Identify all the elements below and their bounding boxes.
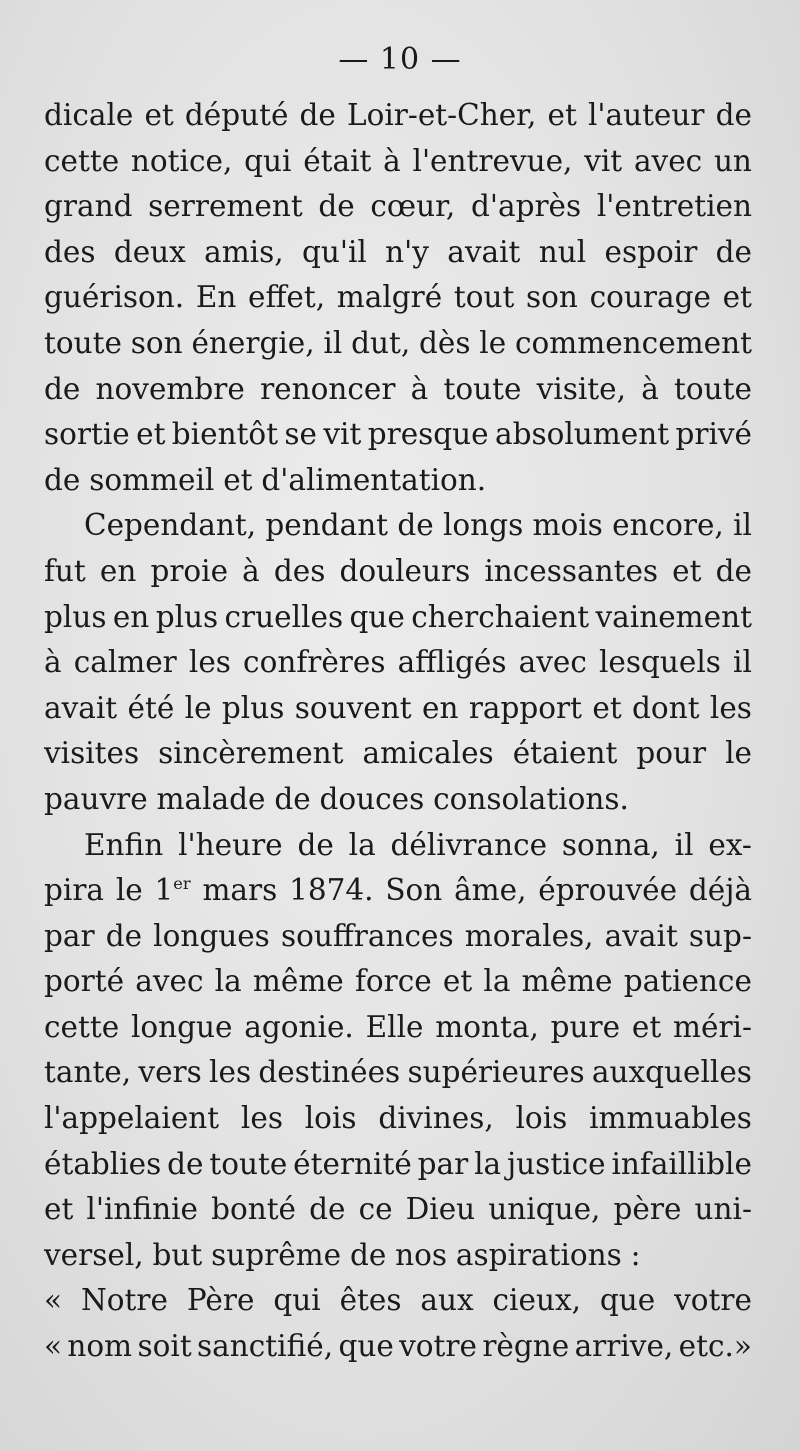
word: qu'il	[301, 234, 367, 269]
word: en	[421, 690, 459, 725]
word: en	[112, 599, 150, 634]
word: il	[733, 645, 752, 680]
word: que	[349, 599, 405, 634]
text-line	[44, 412, 752, 458]
word: même	[521, 964, 613, 999]
word: de	[105, 918, 143, 953]
word: avait	[604, 918, 678, 953]
word: étaient	[512, 736, 618, 771]
word: plus	[155, 599, 219, 634]
word: commencement	[514, 325, 752, 360]
word: se	[284, 417, 318, 452]
word: ce	[358, 1192, 393, 1227]
text-line	[44, 959, 752, 1005]
word: âme,	[454, 873, 527, 908]
word: toute	[443, 371, 522, 406]
word: et	[136, 417, 166, 452]
word: souvent	[294, 690, 412, 725]
word: immuables	[589, 1101, 752, 1136]
word: à	[44, 645, 62, 680]
word: vit	[323, 417, 362, 452]
word: visites	[44, 736, 140, 771]
word: mars	[202, 873, 278, 908]
word: de	[715, 98, 752, 132]
word: vainement	[595, 599, 752, 634]
word: ex-	[708, 827, 752, 862]
word: éprouvée	[538, 873, 678, 908]
word: son	[130, 325, 183, 360]
word: fut	[44, 553, 86, 588]
text-line	[44, 275, 752, 321]
word: lois	[304, 1101, 357, 1136]
word: la	[348, 827, 376, 862]
word: lois	[515, 1101, 568, 1136]
word: sanctifié,	[197, 1329, 334, 1364]
word: douces	[319, 781, 425, 816]
word: toute	[44, 325, 122, 360]
word: tout	[453, 280, 515, 315]
word: énergie,	[191, 325, 315, 360]
word: à	[641, 371, 659, 406]
word: le	[184, 690, 212, 725]
word: longue	[130, 1009, 233, 1044]
word: avec	[518, 645, 587, 680]
word: été	[127, 690, 175, 725]
word: etc.»	[678, 1329, 752, 1364]
word: privé	[675, 417, 752, 452]
word: notice,	[130, 143, 233, 178]
page-number: — 10 —	[338, 42, 462, 77]
word: cœur,	[370, 189, 456, 224]
word: à	[242, 553, 260, 588]
word: Cependant,	[84, 508, 257, 543]
word: et	[144, 98, 174, 132]
word: en	[99, 553, 137, 588]
word: l'appelaient	[44, 1101, 220, 1136]
word: la	[474, 1146, 502, 1181]
word: n'y	[385, 234, 429, 269]
word: Enfin	[84, 827, 164, 862]
text-line	[44, 1324, 752, 1370]
text-line	[44, 321, 752, 367]
word: il	[323, 325, 343, 360]
word: :	[630, 1237, 641, 1272]
word: le	[479, 325, 507, 360]
word: de	[167, 1146, 204, 1181]
text-line	[44, 1187, 752, 1233]
word: sortie	[44, 417, 130, 452]
word: l'entrevue,	[412, 143, 573, 178]
word: des	[273, 553, 326, 588]
word: avait	[44, 690, 118, 725]
word: affligés	[397, 645, 507, 680]
word: établies	[44, 1146, 162, 1181]
word: cette	[44, 1009, 120, 1044]
word: longues	[153, 918, 270, 953]
word: cette	[44, 143, 120, 178]
word: absolument	[495, 417, 670, 452]
word: les	[709, 690, 752, 725]
word: qui	[244, 143, 292, 178]
word: et	[631, 1009, 662, 1044]
word: 1874.	[289, 873, 374, 908]
word: tante,	[44, 1055, 132, 1090]
word: justice	[507, 1146, 606, 1181]
text-line	[44, 549, 752, 595]
word: proie	[150, 553, 229, 588]
word: confrères	[243, 645, 386, 680]
word: En	[195, 280, 237, 315]
word: dut,	[351, 325, 411, 360]
text-line	[44, 367, 752, 413]
word: des	[44, 234, 96, 269]
word: sup-	[688, 918, 752, 953]
text-line	[44, 1233, 752, 1279]
text-line	[44, 595, 752, 641]
word: était	[303, 143, 372, 178]
word: de	[397, 508, 434, 543]
word: serrement	[148, 189, 303, 224]
word: calmer	[73, 645, 177, 680]
word: morales,	[464, 918, 594, 953]
text-line	[44, 93, 752, 139]
word: lesquels	[598, 645, 721, 680]
word: toute	[673, 371, 752, 406]
word: pira	[44, 873, 105, 908]
text-line	[44, 458, 752, 504]
word: bonté	[211, 1192, 297, 1227]
word: que	[338, 1329, 394, 1364]
word: Dieu	[405, 1192, 476, 1227]
text-line	[44, 868, 752, 914]
word: «	[44, 1283, 63, 1318]
word: force	[354, 964, 432, 999]
word: qui	[273, 1283, 321, 1318]
text-line	[44, 1142, 752, 1188]
text-line	[44, 1005, 752, 1051]
text-line	[44, 503, 752, 549]
word: de	[318, 189, 355, 224]
word: avec	[135, 964, 204, 999]
word: et	[672, 553, 702, 588]
word: mois	[532, 508, 603, 543]
word: 1er	[154, 873, 191, 908]
word: soit	[137, 1329, 192, 1364]
word: par	[417, 1146, 469, 1181]
word: votre	[674, 1283, 752, 1318]
word: sincèrement	[158, 736, 344, 771]
word: visite,	[536, 371, 626, 406]
word: presque	[367, 417, 489, 452]
word: il	[733, 508, 752, 543]
word: toute	[209, 1146, 288, 1181]
word: espoir	[604, 234, 698, 269]
word: amis,	[204, 234, 284, 269]
word: de	[44, 462, 81, 497]
word: cieux,	[492, 1283, 581, 1318]
word: vers	[138, 1055, 202, 1090]
word: son	[526, 280, 578, 315]
word: arrive,	[574, 1329, 674, 1364]
word: rapport	[468, 690, 582, 725]
word: but	[152, 1237, 203, 1272]
word: même	[252, 964, 344, 999]
text-line	[44, 139, 752, 185]
word: deux	[113, 234, 186, 269]
word: de	[309, 1192, 346, 1227]
text-line	[44, 1278, 752, 1324]
word: le	[115, 873, 143, 908]
word: dont	[632, 690, 700, 725]
word: et	[442, 964, 473, 999]
word: nom	[67, 1329, 133, 1364]
word: il	[674, 827, 694, 862]
word: aux	[420, 1283, 474, 1318]
word: uni-	[694, 1192, 752, 1227]
word: règne	[482, 1329, 570, 1364]
word: guérison.	[44, 280, 185, 315]
word: de	[274, 781, 311, 816]
word: malade	[156, 781, 266, 816]
word: votre	[399, 1329, 477, 1364]
word: l'infinie	[86, 1192, 198, 1227]
word: méri-	[673, 1009, 752, 1044]
word: père	[613, 1192, 682, 1227]
word: Son	[385, 873, 443, 908]
text-line	[44, 731, 752, 777]
word: courage	[589, 280, 711, 315]
word: malgré	[336, 280, 443, 315]
word: et	[223, 462, 253, 497]
word: de	[44, 371, 81, 406]
word: longs	[442, 508, 524, 543]
word: l'entretien	[596, 189, 752, 224]
word: suprême	[211, 1237, 342, 1272]
word: de	[715, 553, 752, 588]
word: unique,	[488, 1192, 601, 1227]
word: monta,	[435, 1009, 539, 1044]
word: à	[383, 143, 401, 178]
word: supérieures	[407, 1055, 585, 1090]
word: destinées	[258, 1055, 401, 1090]
word: «	[44, 1329, 63, 1364]
word: pure	[550, 1009, 621, 1044]
word: l'heure	[178, 827, 283, 862]
word: les	[240, 1101, 283, 1136]
word: êtes	[339, 1283, 402, 1318]
word: la	[214, 964, 242, 999]
word: douleurs	[339, 553, 471, 588]
word: grand	[44, 189, 133, 224]
word: sommeil	[89, 462, 215, 497]
word: les	[188, 645, 231, 680]
word: d'alimentation.	[261, 462, 487, 497]
word: cruelles	[224, 599, 344, 634]
word: incessantes	[484, 553, 659, 588]
word: Père	[186, 1283, 255, 1318]
word: et	[722, 280, 752, 315]
word: sonna,	[561, 827, 660, 862]
word: consolations.	[433, 781, 629, 816]
word: le	[725, 736, 752, 771]
word: un	[713, 143, 752, 178]
word: et	[44, 1192, 74, 1227]
word: souffrances	[280, 918, 454, 953]
word: encore,	[612, 508, 724, 543]
word: et	[547, 98, 577, 132]
word: délivrance	[390, 827, 548, 862]
word: porté	[44, 964, 125, 999]
word: de	[715, 234, 752, 269]
word: la	[483, 964, 511, 999]
word: amicales	[362, 736, 494, 771]
word: effet,	[248, 280, 326, 315]
word: patience	[623, 964, 752, 999]
word: pendant	[265, 508, 389, 543]
word: aspirations	[455, 1237, 622, 1272]
word: l'auteur	[587, 98, 705, 132]
word: vit	[584, 143, 623, 178]
word: agonie.	[244, 1009, 354, 1044]
word: bientôt	[171, 417, 279, 452]
word: à	[410, 371, 429, 406]
word: par	[44, 918, 95, 953]
word: déjà	[688, 873, 752, 908]
word: dicale	[44, 98, 134, 132]
word: de	[297, 827, 334, 862]
word: plus	[44, 599, 107, 634]
word: et	[592, 690, 622, 725]
text-line	[44, 184, 752, 230]
word: Notre	[80, 1283, 168, 1318]
text-line	[44, 1096, 752, 1142]
text-line	[44, 230, 752, 276]
word: avec	[633, 143, 703, 178]
word: député	[184, 98, 289, 132]
text-line	[44, 686, 752, 732]
word: éternité	[293, 1146, 412, 1181]
text-line	[44, 640, 752, 686]
text-line	[44, 1050, 752, 1096]
word: dès	[419, 325, 471, 360]
word: novembre	[95, 371, 245, 406]
text-line	[44, 823, 752, 869]
text-line	[44, 914, 752, 960]
body-text	[44, 93, 752, 1370]
word: Loir-et-Cher,	[346, 98, 537, 132]
word: cherchaient	[411, 599, 590, 634]
word: divines,	[378, 1101, 494, 1136]
word: infaillible	[611, 1146, 752, 1181]
word: les	[209, 1055, 252, 1090]
word: pour	[636, 736, 707, 771]
word: nul	[538, 234, 587, 269]
word: que	[599, 1283, 656, 1318]
word: plus	[221, 690, 285, 725]
word: de	[299, 98, 336, 132]
text-line	[44, 777, 752, 823]
word: versel,	[44, 1237, 144, 1272]
word: pauvre	[44, 781, 148, 816]
word: avait	[447, 234, 521, 269]
word: Elle	[365, 1009, 424, 1044]
word: auxquelles	[591, 1055, 752, 1090]
word: d'après	[470, 189, 582, 224]
word: de	[349, 1237, 387, 1272]
word: nos	[395, 1237, 448, 1272]
word: renoncer	[260, 371, 396, 406]
